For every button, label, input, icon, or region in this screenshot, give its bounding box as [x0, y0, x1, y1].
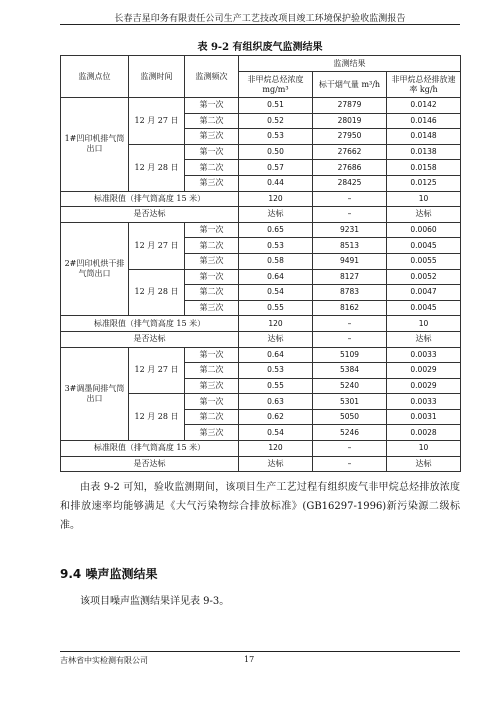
header-rule	[60, 24, 460, 25]
frequency-cell: 第二次	[185, 238, 239, 254]
rate-cell: 0.0029	[387, 363, 461, 379]
concentration-cell: 0.55	[239, 378, 313, 394]
rate-cell: 0.0125	[387, 175, 461, 191]
frequency-cell: 第三次	[185, 425, 239, 441]
concentration-cell: 0.51	[239, 98, 313, 114]
table-row	[61, 222, 461, 238]
concentration-cell: 0.53	[239, 238, 313, 254]
limit-concentration-cell: 120	[239, 316, 313, 332]
concentration-cell: 0.57	[239, 160, 313, 176]
frequency-cell: 第二次	[185, 160, 239, 176]
flow-cell: 5109	[313, 347, 387, 363]
limit-rate-cell: 10	[387, 441, 461, 457]
frequency-cell: 第二次	[185, 363, 239, 379]
concentration-cell: 0.62	[239, 409, 313, 425]
concentration-cell: 0.44	[239, 175, 313, 191]
concentration-cell: 0.58	[239, 253, 313, 269]
rate-cell: 0.0138	[387, 144, 461, 160]
flow-cell: 28019	[313, 113, 387, 129]
rate-cell: 0.0060	[387, 222, 461, 238]
limit-flow-cell: –	[313, 441, 387, 457]
limit-rate-cell: 10	[387, 316, 461, 332]
point-cell: 3#调墨间排气筒出口	[61, 347, 129, 441]
limit-label-cell: 标准限值（排气筒高度 15 米）	[61, 441, 239, 457]
rate-cell: 0.0033	[387, 394, 461, 410]
flow-cell: 5384	[313, 363, 387, 379]
frequency-cell: 第一次	[185, 269, 239, 285]
concentration-cell: 0.53	[239, 363, 313, 379]
compliance-rate-cell: 达标	[387, 456, 461, 472]
result-paragraph: 由表 9-2 可知，验收监测期间，该项目生产工艺过程有组织废气非甲烷总烃排放浓度和排放速率均能够满足《大气污染物综合排放标准》(GB16297-1996)新污染源二级标准。	[60, 482, 460, 531]
section-heading	[60, 565, 157, 582]
point-cell: 2#凹印机烘干排气筒出口	[61, 222, 129, 316]
compliance-label-cell: 是否达标	[61, 456, 239, 472]
rate-cell: 0.0055	[387, 253, 461, 269]
compliance-concentration-cell: 达标	[239, 207, 313, 223]
frequency-cell: 第二次	[185, 113, 239, 129]
concentration-cell: 0.55	[239, 300, 313, 316]
compliance-row	[61, 456, 461, 472]
frequency-cell: 第二次	[185, 409, 239, 425]
limit-row	[61, 316, 461, 332]
compliance-label-cell: 是否达标	[61, 207, 239, 223]
frequency-cell: 第一次	[185, 347, 239, 363]
flow-cell: 5240	[313, 378, 387, 394]
date-cell: 12 月 27 日	[129, 98, 185, 145]
header-frequency: 监测频次	[185, 56, 239, 98]
flow-cell: 27950	[313, 129, 387, 145]
compliance-flow-cell: –	[313, 207, 387, 223]
date-cell: 12 月 28 日	[129, 144, 185, 191]
limit-row	[61, 441, 461, 457]
compliance-concentration-cell: 达标	[239, 331, 313, 347]
concentration-cell: 0.50	[239, 144, 313, 160]
limit-label-cell: 标准限值（排气筒高度 15 米）	[61, 191, 239, 207]
table-title: 表 9-2 有组织废气监测结果	[197, 42, 323, 53]
rate-cell: 0.0142	[387, 98, 461, 114]
table-row	[61, 98, 461, 114]
rate-cell: 0.0052	[387, 269, 461, 285]
concentration-cell: 0.65	[239, 222, 313, 238]
header-rate: 非甲烷总烃排放速率 kg/h	[387, 72, 461, 98]
flow-cell: 5246	[313, 425, 387, 441]
frequency-cell: 第三次	[185, 378, 239, 394]
frequency-cell: 第三次	[185, 253, 239, 269]
rate-cell: 0.0033	[387, 347, 461, 363]
table-body	[61, 98, 461, 472]
header-result: 监测结果	[239, 56, 461, 72]
rate-cell: 0.0028	[387, 425, 461, 441]
flow-cell: 8162	[313, 300, 387, 316]
rate-cell: 0.0148	[387, 129, 461, 145]
frequency-cell: 第一次	[185, 98, 239, 114]
compliance-row	[61, 331, 461, 347]
frequency-cell: 第二次	[185, 285, 239, 301]
noise-paragraph: 该项目噪声监测结果详见表 9-3。	[80, 596, 230, 607]
flow-cell: 8513	[313, 238, 387, 254]
compliance-label-cell: 是否达标	[61, 331, 239, 347]
compliance-flow-cell: –	[313, 331, 387, 347]
compliance-rate-cell: 达标	[387, 331, 461, 347]
flow-cell: 5050	[313, 409, 387, 425]
rate-cell: 0.0045	[387, 238, 461, 254]
section-title: 噪声监测结果	[85, 567, 158, 581]
limit-rate-cell: 10	[387, 191, 461, 207]
emission-table	[60, 55, 461, 472]
flow-cell: 27686	[313, 160, 387, 176]
table-row	[61, 347, 461, 363]
footer-organization: 吉林省中实检测有限公司	[60, 656, 148, 665]
section-number: 9.4	[60, 567, 82, 581]
header-time: 监测时间	[129, 56, 185, 98]
header-concentration: 非甲烷总烃浓度 mg/m³	[239, 72, 313, 98]
limit-concentration-cell: 120	[239, 441, 313, 457]
frequency-cell: 第三次	[185, 300, 239, 316]
concentration-cell: 0.52	[239, 113, 313, 129]
date-cell: 12 月 28 日	[129, 269, 185, 316]
frequency-cell: 第一次	[185, 394, 239, 410]
date-cell: 12 月 27 日	[129, 347, 185, 394]
rate-cell: 0.0029	[387, 378, 461, 394]
rate-cell: 0.0045	[387, 300, 461, 316]
frequency-cell: 第三次	[185, 129, 239, 145]
limit-flow-cell: –	[313, 191, 387, 207]
concentration-cell: 0.64	[239, 347, 313, 363]
page-header: 长春吉星印务有限责任公司生产工艺技改项目竣工环境保护验收监测报告	[114, 14, 406, 24]
concentration-cell: 0.53	[239, 129, 313, 145]
concentration-cell: 0.64	[239, 269, 313, 285]
frequency-cell: 第一次	[185, 222, 239, 238]
compliance-rate-cell: 达标	[387, 207, 461, 223]
footer-rule	[60, 651, 460, 652]
concentration-cell: 0.63	[239, 394, 313, 410]
compliance-flow-cell: –	[313, 456, 387, 472]
flow-cell: 8783	[313, 285, 387, 301]
rate-cell: 0.0158	[387, 160, 461, 176]
concentration-cell: 0.54	[239, 285, 313, 301]
page-number: 17	[244, 655, 255, 664]
flow-cell: 27662	[313, 144, 387, 160]
flow-cell: 28425	[313, 175, 387, 191]
compliance-concentration-cell: 达标	[239, 456, 313, 472]
flow-cell: 9491	[313, 253, 387, 269]
limit-row	[61, 191, 461, 207]
limit-flow-cell: –	[313, 316, 387, 332]
point-cell: 1#凹印机排气筒出口	[61, 98, 129, 192]
flow-cell: 5301	[313, 394, 387, 410]
limit-label-cell: 标准限值（排气筒高度 15 米）	[61, 316, 239, 332]
compliance-row	[61, 207, 461, 223]
flow-cell: 9231	[313, 222, 387, 238]
date-cell: 12 月 28 日	[129, 394, 185, 441]
frequency-cell: 第三次	[185, 175, 239, 191]
flow-cell: 8127	[313, 269, 387, 285]
concentration-cell: 0.54	[239, 425, 313, 441]
limit-concentration-cell: 120	[239, 191, 313, 207]
rate-cell: 0.0146	[387, 113, 461, 129]
date-cell: 12 月 27 日	[129, 222, 185, 269]
header-flow: 标干烟气量 m³/h	[313, 72, 387, 98]
rate-cell: 0.0031	[387, 409, 461, 425]
frequency-cell: 第一次	[185, 144, 239, 160]
header-point: 监测点位	[61, 56, 129, 98]
flow-cell: 27879	[313, 98, 387, 114]
rate-cell: 0.0047	[387, 285, 461, 301]
